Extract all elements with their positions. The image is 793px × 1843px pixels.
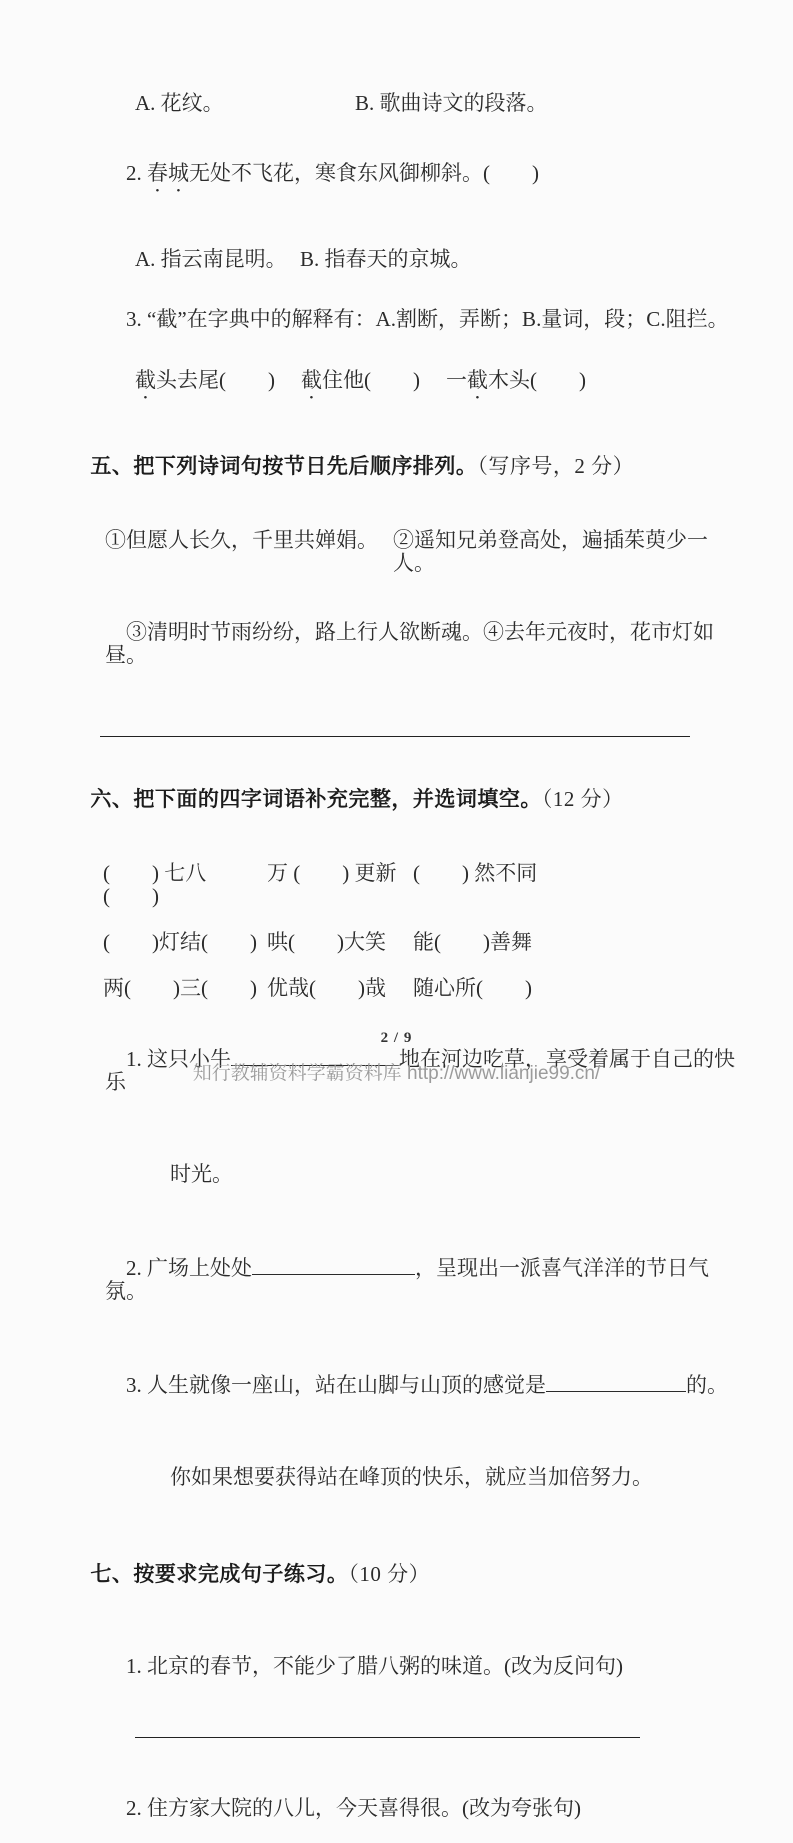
- footer-watermark: 知行教辅资料学霸资料库 http://www.lianjie99.cn/: [192, 1063, 601, 1084]
- fill-item-1: 1. 这只小牛 地在河边吃草，享受着属于自己的快乐: [105, 1047, 735, 1094]
- fill-item-1-cont: 时光。: [170, 1162, 233, 1186]
- answer-line[interactable]: [135, 1737, 640, 1738]
- idiom-blank[interactable]: 随心所( ): [413, 976, 532, 1000]
- fill-item-3-cont: 你如果想要获得站在峰顶的快乐，就应当加倍努力。: [170, 1465, 653, 1489]
- idiom-blank[interactable]: 哄( )大笑: [267, 930, 386, 954]
- section-5-heading: [65, 432, 738, 501]
- section-7-heading: [65, 1540, 738, 1609]
- question-text: 3. “截”在字典中的解释有：A.割断，弄断；B.量词，段；C.阻拦。: [126, 307, 729, 331]
- idiom-row: [103, 977, 738, 1000]
- idiom-row: [103, 862, 738, 908]
- idiom-blank[interactable]: 万 ( ) 更新: [267, 861, 397, 885]
- emphasized-char: 截: [301, 368, 322, 392]
- idiom-blank[interactable]: ( )灯结( ): [103, 930, 257, 954]
- idiom-blank[interactable]: 能( )善舞: [413, 930, 532, 954]
- fill-item-2: 2. 广场上处处 ，呈现出一派喜气洋洋的节日气氛。: [105, 1256, 709, 1303]
- option-b: B. 指春天的京城。: [300, 247, 472, 271]
- idiom-blank[interactable]: ( ) 七八 ( ): [103, 861, 212, 908]
- poem-line-2: ②遥知兄弟登高处，遍插茱萸少一人。: [393, 528, 708, 575]
- section-score: （12 分）: [541, 787, 624, 811]
- question-2: [105, 138, 738, 220]
- section-title: 五、把下列诗词句按节日先后顺序排列。: [90, 455, 478, 478]
- phrase-blank: 截住他( ): [301, 368, 420, 392]
- sentence-item-1: 1. 北京的春节，不能少了腊八粥的味道。(改为反问句): [126, 1654, 623, 1678]
- fill-item-3: 3. 人生就像一座山，站在山脚与山顶的感觉是 的。: [126, 1373, 728, 1397]
- answer-line[interactable]: [100, 736, 690, 737]
- section-6-heading: [65, 765, 738, 834]
- emphasized-char: 截: [135, 368, 156, 392]
- question-3-blanks: [135, 368, 738, 404]
- poem-row-2: [105, 598, 738, 690]
- option-a: A. 指云南昆明。: [135, 247, 287, 271]
- poem-line-3-4: ③清明时节雨纷纷，路上行人欲断魂。④去年元夜时，花市灯如昼。: [105, 620, 714, 667]
- emphasized-word: 春城: [147, 161, 189, 185]
- sentence-item-2: 2. 住方家大院的八儿，今天喜得很。(改为夸张句): [126, 1796, 581, 1820]
- section-score: （10 分）: [348, 1562, 431, 1586]
- fill-blank[interactable]: [252, 1255, 415, 1275]
- question-3: [105, 285, 738, 354]
- option-b: B. 歌曲诗文的段落。: [355, 91, 548, 115]
- question-number: 2.: [126, 161, 147, 185]
- section-title: 六、把下面的四字词语补充完整，并选词填空。: [90, 788, 542, 811]
- idiom-blank[interactable]: 两( )三( ): [103, 976, 257, 1000]
- fill-blank[interactable]: [546, 1372, 686, 1392]
- emphasized-char: 截: [467, 368, 488, 392]
- choice-row-2: [135, 248, 738, 271]
- phrase-blank: 截头去尾( ): [135, 368, 275, 392]
- poem-row-1: [105, 529, 738, 575]
- question-text: 无处不飞花，寒食东风御柳斜。( ): [189, 161, 539, 185]
- idiom-row: [103, 931, 738, 954]
- poem-line-1: ①但愿人长久，千里共婵娟。: [105, 528, 378, 552]
- page-number: 2 / 9: [380, 1030, 413, 1046]
- section-score: （写序号，2 分）: [477, 454, 635, 478]
- idiom-blank[interactable]: ( ) 然不同: [413, 861, 538, 885]
- choice-row-1: [135, 92, 738, 115]
- section-title: 七、按要求完成句子练习。: [90, 1563, 349, 1586]
- idiom-blank[interactable]: 优哉( )哉: [267, 976, 386, 1000]
- option-a: A. 花纹。: [135, 91, 224, 115]
- phrase-blank: 一截木头( ): [446, 368, 586, 392]
